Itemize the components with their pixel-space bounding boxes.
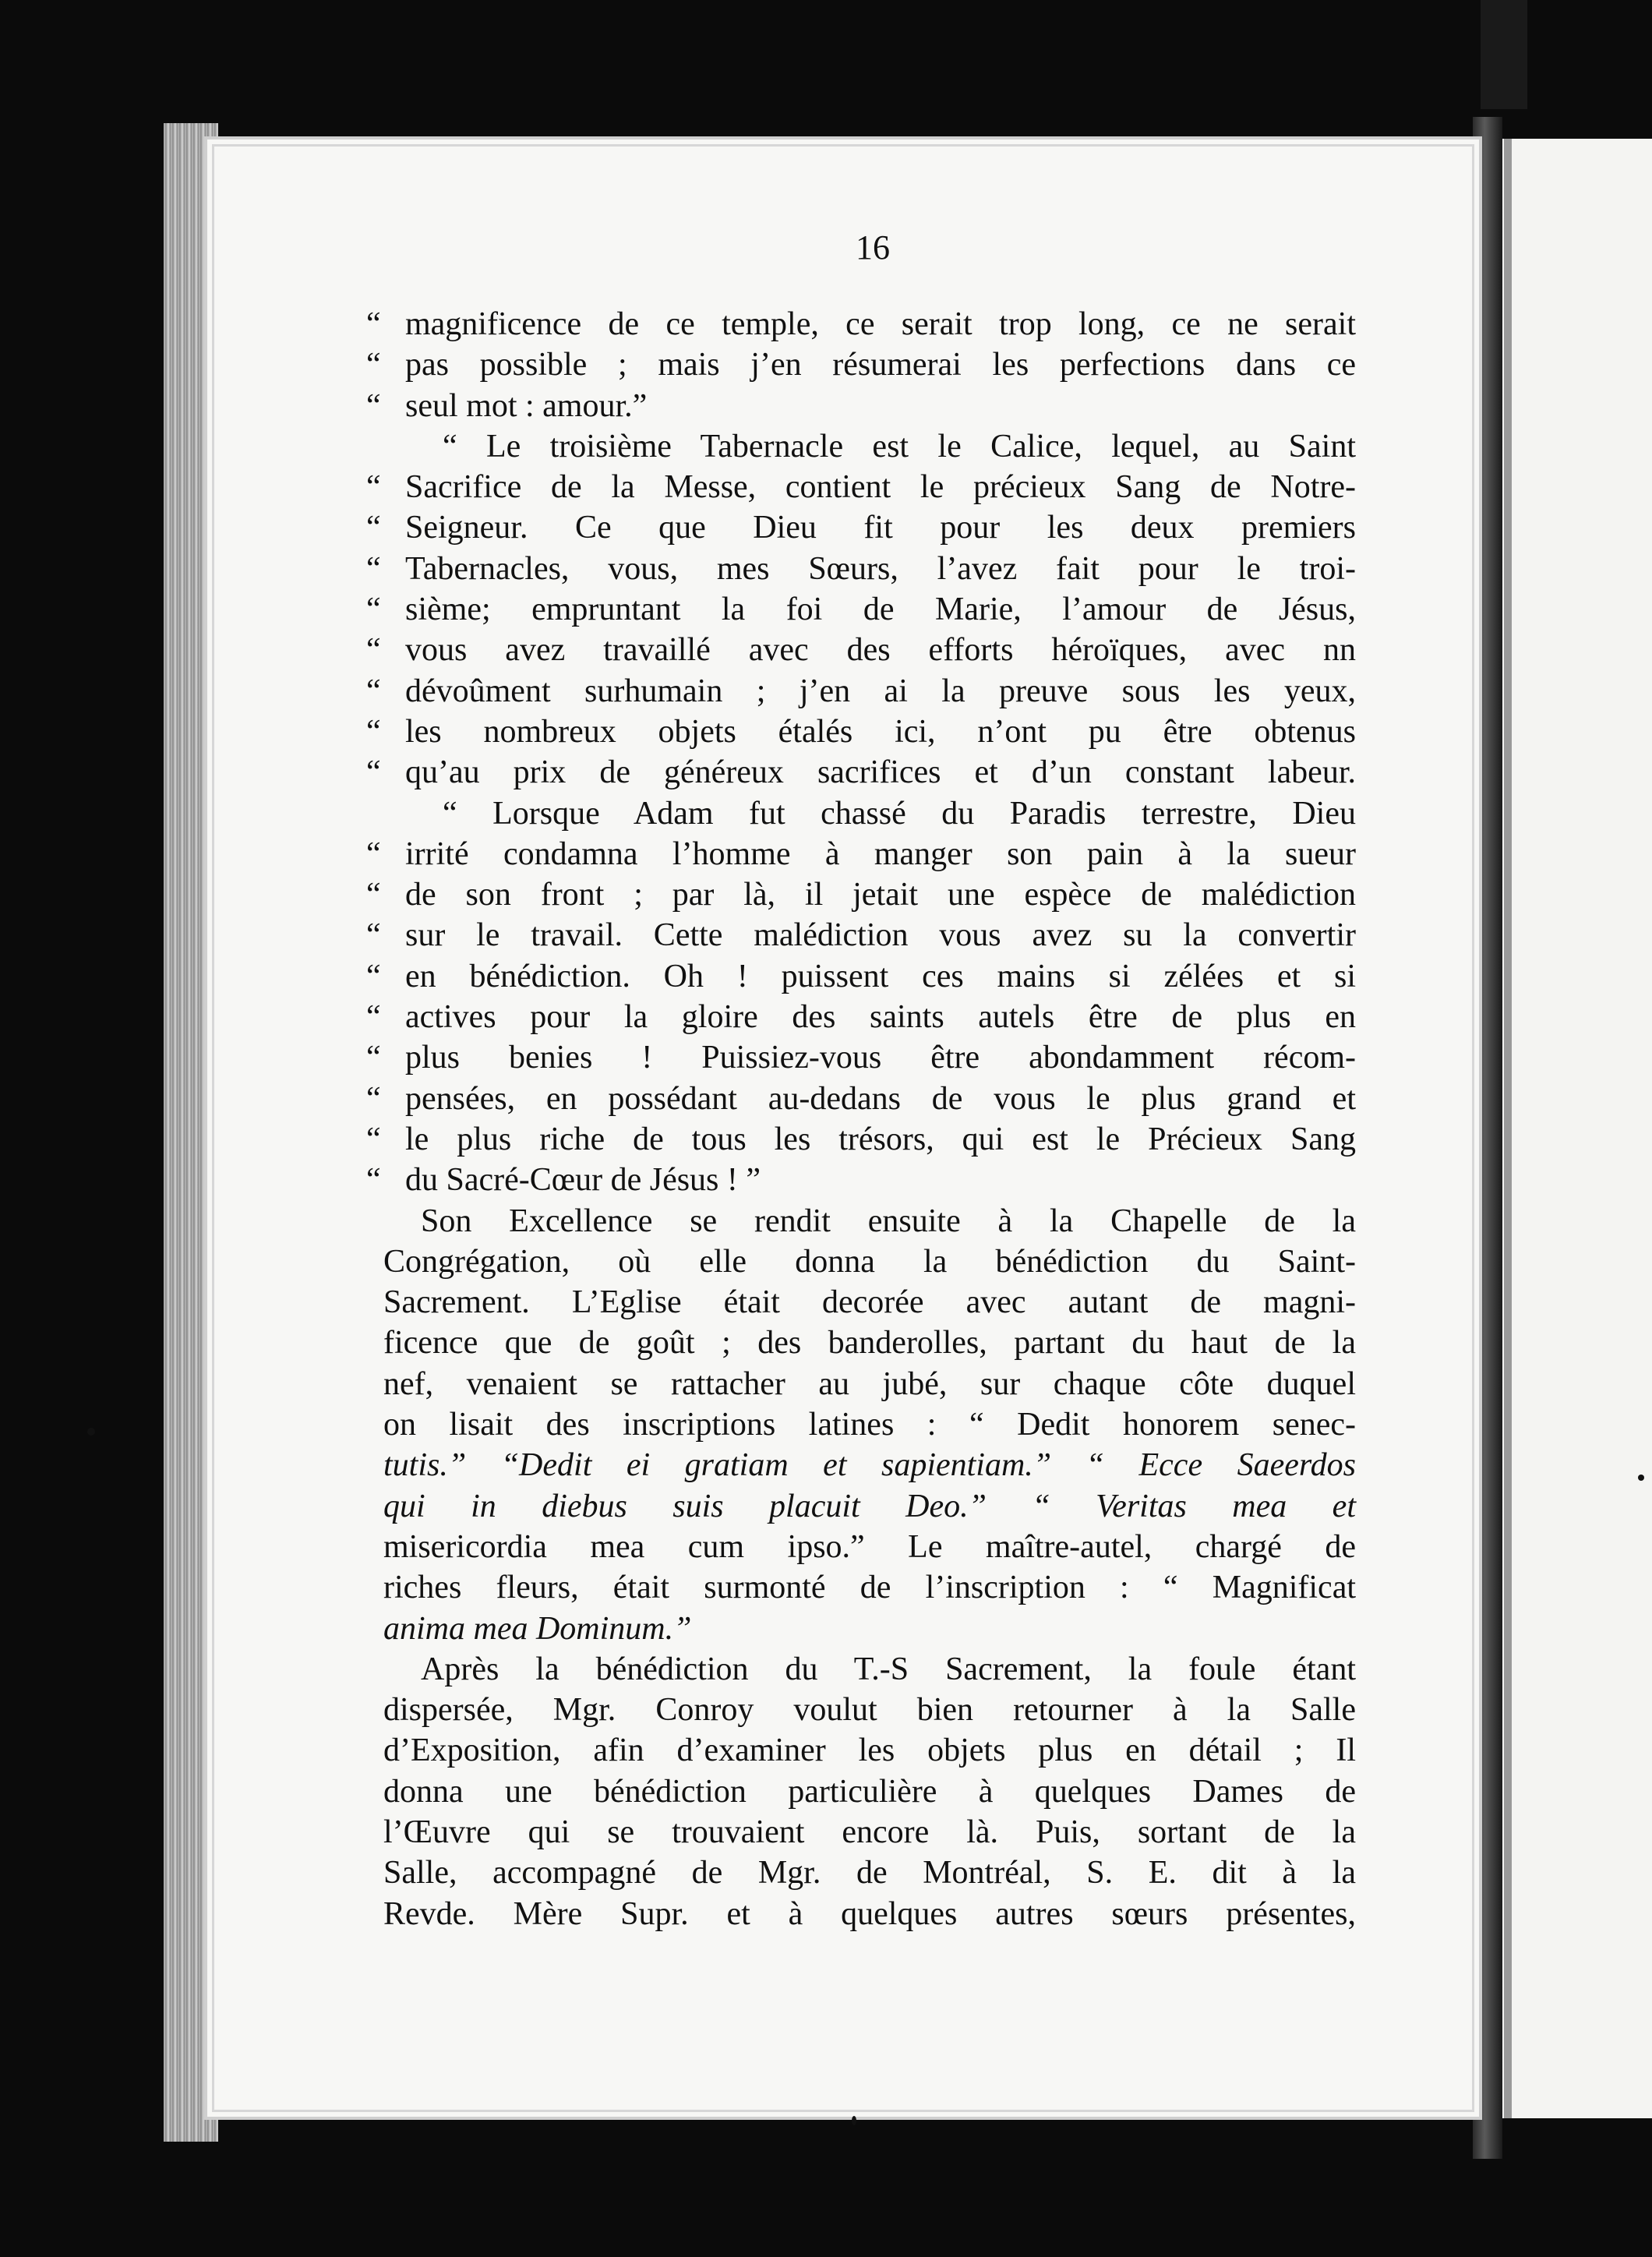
text-line xyxy=(383,1690,1356,1730)
line-text: Revde. Mère Supr. et à quelques autres sœurs présentes, xyxy=(383,1895,1356,1932)
scan-speck xyxy=(852,2116,856,2125)
line-text: Après la bénédiction du T.-S Sacrement, la foule étant xyxy=(421,1651,1356,1687)
quote-mark: “ xyxy=(366,306,381,342)
text-line xyxy=(366,507,1356,548)
text-line xyxy=(383,1853,1356,1893)
text-line xyxy=(383,1201,1356,1242)
quote-mark: “ xyxy=(366,550,381,587)
line-text: misericordia mea cum ipso.” Le maître-autel, chargé de xyxy=(383,1528,1356,1565)
line-text: nef, venaient se rattacher au jubé, sur chaque côte duquel xyxy=(383,1365,1356,1402)
line-text: de son front ; par là, il jetait une espèce de malédiction xyxy=(405,877,1356,913)
quote-mark: “ xyxy=(366,877,381,913)
text-line xyxy=(383,1282,1356,1323)
line-text: Tabernacles, vous, mes Sœurs, l’avez fait pour le troi- xyxy=(405,550,1356,587)
binding-shadow xyxy=(1481,0,1527,109)
quote-mark: “ xyxy=(366,713,381,750)
text-line xyxy=(366,956,1356,997)
line-text: plus benies ! Puissiez-vous être abondamment récom- xyxy=(405,1040,1356,1076)
text-line xyxy=(366,915,1356,955)
text-line xyxy=(366,304,1356,344)
line-text: ficence que de goût ; des banderolles, partant du haut de la xyxy=(383,1325,1356,1362)
text-line xyxy=(383,1649,1356,1690)
text-line xyxy=(405,426,1356,467)
line-text: donna une bénédiction particulière à quelques Dames de xyxy=(383,1773,1356,1810)
line-text: Seigneur. Ce que Dieu fit pour les deux premiers xyxy=(405,510,1356,546)
line-text: magnificence de ce temple, ce serait trop long, ce ne serait xyxy=(405,306,1356,342)
text-line xyxy=(366,630,1356,670)
text-line xyxy=(366,1079,1356,1119)
quote-mark: “ xyxy=(366,754,381,791)
quote-mark: “ xyxy=(366,592,381,628)
quote-mark: “ xyxy=(366,1080,381,1117)
line-text: tutis.” “Dedit ei gratiam et sapientiam.” “ Ecce Saeerdos xyxy=(383,1447,1356,1484)
scan-speck xyxy=(87,1428,95,1436)
text-line xyxy=(383,1812,1356,1853)
text-line xyxy=(366,874,1356,915)
page-number: 16 xyxy=(856,228,890,267)
text-line xyxy=(366,712,1356,752)
line-text: sième; empruntant la foi de Marie, l’amour de Jésus, xyxy=(405,592,1356,628)
line-text: Sacrement. L’Eglise était decorée avec autant de magni- xyxy=(383,1284,1356,1321)
line-text: “ Lorsque Adam fut chassé du Paradis terrestre, Dieu xyxy=(443,795,1356,832)
quote-mark: “ xyxy=(366,469,381,506)
line-text: vous avez travaillé avec des efforts héroïques, avec nn xyxy=(405,632,1356,669)
line-text: on lisait des inscriptions latines : “ Dedit honorem senec- xyxy=(383,1407,1356,1443)
text-line xyxy=(366,834,1356,874)
text-line xyxy=(383,1567,1356,1608)
line-text: le plus riche de tous les trésors, qui est le Précieux Sang xyxy=(405,1121,1356,1157)
line-text: Sacrifice de la Messe, contient le précieux Sang de Notre- xyxy=(405,469,1356,506)
text-line xyxy=(383,1486,1356,1527)
text-line xyxy=(383,1609,1356,1649)
text-line xyxy=(405,793,1356,834)
line-text: riches fleurs, était surmonté de l’inscription : “ Magnificat xyxy=(383,1570,1356,1606)
line-text: qu’au prix de généreux sacrifices et d’un constant labeur. xyxy=(405,754,1356,791)
line-text: du Sacré-Cœur de Jésus ! ” xyxy=(405,1162,761,1199)
line-text: les nombreux objets étalés ici, n’ont pu être obtenus xyxy=(405,713,1356,750)
quote-mark: “ xyxy=(366,999,381,1036)
text-line xyxy=(366,344,1356,385)
line-text: Son Excellence se rendit ensuite à la Chapelle de la xyxy=(421,1203,1356,1239)
text-line xyxy=(383,1242,1356,1282)
text-line xyxy=(383,1771,1356,1812)
text-line xyxy=(366,1160,1356,1200)
quote-mark: “ xyxy=(366,1040,381,1076)
text-line xyxy=(383,1323,1356,1363)
text-line xyxy=(383,1527,1356,1567)
text-line xyxy=(366,1037,1356,1078)
line-text: dispersée, Mgr. Conroy voulut bien retourner à la Salle xyxy=(383,1692,1356,1729)
quote-mark: “ xyxy=(366,958,381,994)
quote-mark: “ xyxy=(366,1162,381,1199)
quote-mark: “ xyxy=(366,510,381,546)
scan-speck xyxy=(1638,1475,1644,1481)
facing-page-edge xyxy=(1504,139,1512,2118)
page-text xyxy=(366,304,1356,1934)
text-line xyxy=(366,1119,1356,1160)
quote-mark: “ xyxy=(366,347,381,383)
line-text: Salle, accompagné de Mgr. de Montréal, S. E. dit à la xyxy=(383,1855,1356,1891)
text-line xyxy=(366,752,1356,793)
quote-mark: “ xyxy=(366,1121,381,1157)
text-line xyxy=(366,997,1356,1037)
text-line xyxy=(383,1364,1356,1404)
line-text: anima mea Dominum.” xyxy=(383,1610,692,1647)
text-line xyxy=(383,1894,1356,1934)
quote-mark: “ xyxy=(366,835,381,872)
line-text: en bénédiction. Oh ! puissent ces mains si zélées et si xyxy=(405,958,1356,994)
line-text: qui in diebus suis placuit Deo.” “ Veritas mea et xyxy=(383,1488,1356,1524)
line-text: seul mot : amour.” xyxy=(405,387,648,424)
line-text: Congrégation, où elle donna la bénédiction du Saint- xyxy=(383,1243,1356,1280)
line-text: pas possible ; mais j’en résumerai les perfections dans ce xyxy=(405,347,1356,383)
text-line xyxy=(366,589,1356,630)
quote-mark: “ xyxy=(366,917,381,954)
text-line xyxy=(366,549,1356,589)
line-text: d’Exposition, afin d’examiner les objets plus en détail ; Il xyxy=(383,1732,1356,1769)
text-line xyxy=(366,467,1356,507)
text-line xyxy=(383,1730,1356,1771)
line-text: pensées, en possédant au-dedans de vous le plus grand et xyxy=(405,1080,1356,1117)
line-text: irrité condamna l’homme à manger son pain à la sueur xyxy=(405,835,1356,872)
quote-mark: “ xyxy=(366,632,381,669)
quote-mark: “ xyxy=(366,673,381,709)
line-text: actives pour la gloire des saints autels être de plus en xyxy=(405,999,1356,1036)
text-line xyxy=(366,671,1356,712)
text-line xyxy=(366,386,1356,426)
line-text: l’Œuvre qui se trouvaient encore là. Puis, sortant de la xyxy=(383,1814,1356,1850)
text-line xyxy=(383,1404,1356,1445)
text-line xyxy=(383,1445,1356,1485)
line-text: sur le travail. Cette malédiction vous avez su la convertir xyxy=(405,917,1356,954)
line-text: “ Le troisième Tabernacle est le Calice, lequel, au Saint xyxy=(443,428,1356,464)
line-text: dévoûment surhumain ; j’en ai la preuve sous les yeux, xyxy=(405,673,1356,709)
quote-mark: “ xyxy=(366,387,381,424)
